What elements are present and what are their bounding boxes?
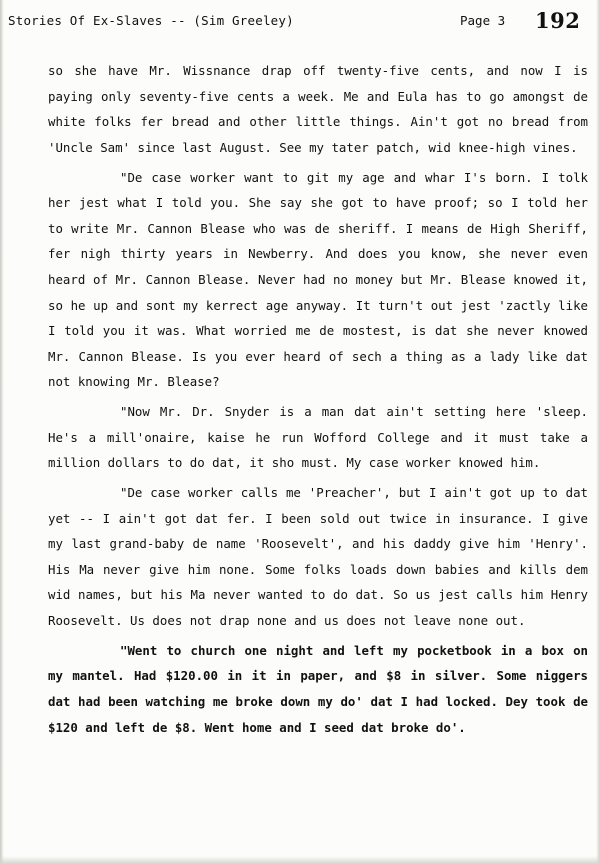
page-edge-shadow-bottom — [0, 856, 600, 864]
paragraph-4: "De case worker calls me 'Preacher', but I ain't got up to dat yet -- I ain't got dat fer. I been sold out twice in insurance. I give my last grand-baby de name 'Roosevelt', and his daddy give him 'Henry'. His Ma never give him none. Some folks loads down babies and kills dem wid names, but his Ma never wanted to do dat. So us jest calls him Henry Roosevelt. Us does not drap none and us does not leave none out. — [48, 485, 588, 629]
page-edge-shadow-left — [0, 0, 4, 864]
archive-stamp-number: 192 — [535, 8, 581, 33]
page-number-label: Page 3 — [460, 13, 506, 28]
paragraph-5: "Went to church one night and left my pocketbook in a box on my mantel. Had $120.00 in it in paper, and $8 in silver. Some niggers dat had been watching me broke down my do' dat I had locked. Dey took de $120 and left de $8. Went home and I seed dat broke do'. — [48, 642, 588, 735]
page-header — [8, 10, 592, 36]
paragraph-1: so she have Mr. Wissnance drap off twenty-five cents, and now I is paying only seventy-five cents a week. Me and Eula has to go amongst de white folks fer bread and other little things. Ain't got no bread from 'Uncle Sam' since last August. See my tater patch, wid knee-high vines. — [48, 63, 588, 155]
document-body — [48, 58, 588, 744]
paragraph-3: "Now Mr. Dr. Snyder is a man dat ain't setting here 'sleep. He's a mill'onaire, kaise he run Wofford College and it must take a million dollars to do dat, it sho must. My case worker knowed him. — [48, 404, 588, 471]
page-edge-shadow-right — [596, 0, 600, 864]
document-title: Stories Of Ex-Slaves -- (Sim Greeley) — [8, 13, 294, 28]
paragraph-2: "De case worker want to git my age and whar I's born. I tolk her jest what I told you. She say she got to have proof; so I told her to write Mr. Cannon Blease who was de sheriff. I means de High Sheriff, fer nigh thirty years in Newberry. And does you know, she never even heard of Mr. Cannon Blease. Never had no money but Mr. Blease knowed it, so he up and sont my kerrect age anyway. It turn't out jest 'zactly like I told you it was. What worried me de mostest, is dat she never knowed Mr. Cannon Blease. Is you ever heard of sech a thing as a lady like dat not knowing Mr. Blease? — [48, 169, 588, 390]
